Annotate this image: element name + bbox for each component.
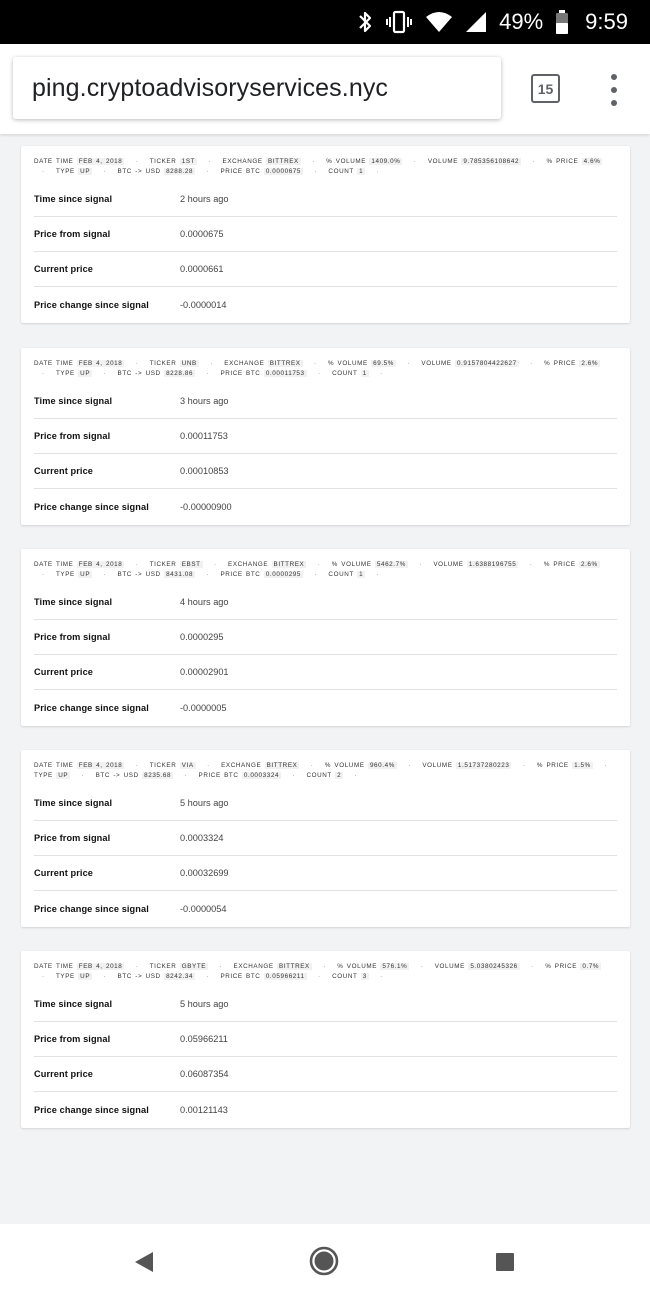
meta-label: % PRICE bbox=[543, 561, 576, 568]
meta-label: % PRICE bbox=[545, 963, 578, 970]
meta-item bbox=[96, 772, 174, 779]
row-value: 0.00010853 bbox=[180, 466, 229, 477]
meta-separator: · bbox=[42, 370, 45, 378]
meta-separator: · bbox=[531, 963, 534, 970]
meta-label: BTC -> USD bbox=[117, 168, 161, 176]
meta-separator: · bbox=[532, 158, 536, 165]
meta-item bbox=[428, 158, 521, 165]
meta-item bbox=[545, 963, 601, 970]
signal-icon bbox=[465, 11, 487, 33]
navigation-bar bbox=[0, 1224, 650, 1300]
battery-icon bbox=[555, 10, 569, 34]
meta-value: 8288.28 bbox=[166, 168, 194, 176]
meta-label: COUNT bbox=[332, 973, 358, 981]
meta-item bbox=[435, 963, 520, 970]
table-row bbox=[34, 384, 617, 419]
meta-separator: · bbox=[207, 762, 210, 769]
meta-separator: · bbox=[103, 168, 107, 176]
row-label: Current price bbox=[34, 264, 93, 275]
meta-label: TICKER bbox=[149, 561, 177, 568]
meta-value: UNB bbox=[181, 360, 197, 367]
meta-label: DATE TIME bbox=[34, 360, 74, 367]
row-value: 0.0000661 bbox=[180, 264, 224, 275]
row-label: Current price bbox=[34, 1069, 93, 1080]
row-value: 5 hours ago bbox=[180, 998, 229, 1009]
meta-separator: · bbox=[376, 168, 380, 176]
meta-value: 0.05966211 bbox=[265, 973, 305, 981]
row-label: Price from signal bbox=[34, 833, 111, 844]
row-value: -0.00000900 bbox=[180, 501, 232, 512]
meta-item bbox=[34, 561, 124, 568]
row-label: Time since signal bbox=[34, 193, 113, 204]
meta-separator: · bbox=[135, 963, 139, 970]
table-row bbox=[34, 1057, 617, 1092]
row-label: Price change since signal bbox=[34, 299, 149, 310]
meta-label: EXCHANGE bbox=[224, 360, 265, 367]
meta-separator: · bbox=[292, 772, 296, 780]
meta-value: BITTREX bbox=[269, 360, 301, 367]
meta-item bbox=[537, 762, 593, 769]
meta-label: VOLUME bbox=[421, 360, 452, 367]
meta-value: 1.6388196755 bbox=[468, 561, 517, 568]
meta-value: UP bbox=[80, 370, 91, 378]
meta-separator: · bbox=[407, 360, 411, 367]
meta-separator: · bbox=[42, 973, 45, 981]
meta-item bbox=[56, 571, 92, 578]
meta-value: 3 bbox=[362, 973, 367, 981]
meta-value: UP bbox=[80, 168, 91, 176]
tab-count: 15 bbox=[537, 80, 554, 97]
meta-item bbox=[150, 360, 199, 367]
meta-label: VOLUME bbox=[422, 762, 453, 769]
meta-item bbox=[223, 158, 301, 165]
meta-separator: · bbox=[413, 158, 417, 165]
meta-value: 1.51737280223 bbox=[457, 762, 510, 769]
meta-separator: · bbox=[213, 561, 217, 568]
meta-value: 4.6% bbox=[583, 158, 601, 165]
table-row bbox=[34, 419, 617, 454]
row-value: -0.0000005 bbox=[180, 702, 227, 713]
table-row bbox=[34, 287, 617, 322]
meta-label: COUNT bbox=[306, 772, 332, 780]
signal-list bbox=[0, 134, 650, 1224]
meta-item bbox=[421, 360, 518, 367]
url-text: ping.cryptoadvisoryservices.nyc bbox=[32, 73, 389, 102]
meta-label: % VOLUME bbox=[337, 963, 377, 970]
meta-item bbox=[220, 571, 303, 578]
meta-label: DATE TIME bbox=[34, 762, 74, 769]
signal-card bbox=[21, 951, 630, 1128]
meta-value: 960.4% bbox=[369, 762, 395, 769]
meta-item bbox=[337, 963, 409, 970]
row-label: Price change since signal bbox=[34, 702, 149, 713]
meta-item bbox=[234, 963, 312, 970]
meta-label: % PRICE bbox=[544, 360, 576, 367]
row-label: Current price bbox=[34, 667, 93, 678]
meta-value: 0.0000295 bbox=[265, 571, 301, 579]
meta-item bbox=[150, 561, 203, 568]
meta-label: DATE TIME bbox=[34, 158, 74, 165]
meta-item bbox=[118, 370, 196, 377]
row-value: 0.00002901 bbox=[180, 667, 229, 678]
meta-label: % VOLUME bbox=[324, 762, 365, 769]
meta-separator: · bbox=[318, 973, 321, 981]
meta-separator: · bbox=[210, 360, 213, 367]
meta-separator: · bbox=[419, 561, 422, 568]
table-row bbox=[34, 217, 617, 252]
meta-value: FEB 4, 2018 bbox=[78, 158, 123, 165]
clock: 9:59 bbox=[585, 9, 628, 34]
meta-separator: · bbox=[323, 963, 326, 970]
meta-label: VOLUME bbox=[427, 158, 459, 165]
meta-item bbox=[150, 762, 196, 769]
row-value: -0.0000054 bbox=[180, 903, 227, 914]
meta-label: BTC -> USD bbox=[95, 772, 139, 780]
row-value: 0.00121143 bbox=[180, 1104, 228, 1115]
meta-value: 0.7% bbox=[582, 963, 600, 970]
meta-value: FEB 4, 2018 bbox=[78, 561, 123, 568]
table-row bbox=[34, 1092, 617, 1127]
row-label: Time since signal bbox=[34, 797, 113, 808]
meta-value: 8431.08 bbox=[166, 571, 194, 579]
meta-label: TYPE bbox=[55, 973, 75, 981]
meta-separator: · bbox=[530, 360, 533, 367]
meta-value: BITTREX bbox=[279, 963, 310, 970]
row-label: Price change since signal bbox=[34, 501, 149, 512]
meta-value: FEB 4, 2018 bbox=[78, 963, 123, 970]
meta-separator: · bbox=[206, 571, 210, 579]
meta-item bbox=[306, 772, 343, 779]
table-row bbox=[34, 891, 617, 926]
meta-label: PRICE BTC bbox=[220, 370, 261, 378]
row-label: Time since signal bbox=[34, 596, 113, 607]
meta-item bbox=[328, 168, 365, 175]
meta-value: EBST bbox=[181, 561, 201, 568]
table-row bbox=[34, 182, 617, 217]
meta-item bbox=[325, 762, 397, 769]
meta-value: GBYTE bbox=[181, 963, 207, 970]
meta-label: % VOLUME bbox=[328, 360, 368, 367]
signal-card bbox=[21, 750, 630, 927]
meta-value: 8242.34 bbox=[166, 973, 194, 981]
meta-separator: · bbox=[103, 973, 107, 981]
meta-separator: · bbox=[42, 168, 45, 176]
signal-details-table bbox=[34, 786, 617, 927]
table-row bbox=[34, 489, 617, 524]
meta-label: TICKER bbox=[149, 762, 177, 769]
status-icons bbox=[357, 0, 628, 44]
meta-value: FEB 4, 2018 bbox=[78, 360, 123, 367]
meta-value: 9.785356108642 bbox=[463, 158, 520, 165]
meta-label: DATE TIME bbox=[34, 561, 74, 568]
meta-value: 69.5% bbox=[373, 360, 394, 367]
row-label: Price change since signal bbox=[34, 1104, 149, 1115]
table-row bbox=[34, 655, 617, 690]
meta-value: UP bbox=[80, 973, 91, 981]
meta-separator: · bbox=[604, 762, 607, 769]
row-value: 4 hours ago bbox=[180, 596, 229, 607]
table-row bbox=[34, 987, 617, 1022]
meta-separator: · bbox=[42, 571, 45, 579]
bluetooth-icon bbox=[357, 10, 373, 34]
meta-separator: · bbox=[135, 561, 139, 568]
status-bar bbox=[0, 0, 650, 44]
meta-separator: · bbox=[354, 772, 358, 780]
row-label: Time since signal bbox=[34, 395, 113, 406]
meta-label: DATE TIME bbox=[34, 963, 74, 970]
meta-value: BITTREX bbox=[273, 561, 305, 568]
table-row bbox=[34, 690, 617, 725]
signal-card bbox=[21, 348, 630, 525]
browser-toolbar bbox=[0, 44, 650, 134]
row-value: 3 hours ago bbox=[180, 395, 229, 406]
meta-item bbox=[118, 168, 196, 175]
row-value: 0.06087354 bbox=[180, 1069, 229, 1080]
signal-details-table bbox=[34, 585, 617, 726]
meta-separator: · bbox=[206, 370, 210, 378]
meta-item bbox=[328, 360, 396, 367]
meta-separator: · bbox=[408, 762, 411, 769]
meta-item bbox=[544, 561, 600, 568]
meta-label: TICKER bbox=[149, 158, 177, 165]
meta-item bbox=[56, 370, 92, 377]
signal-meta bbox=[34, 962, 617, 983]
meta-separator: · bbox=[219, 963, 223, 970]
meta-value: 8235.68 bbox=[144, 772, 172, 780]
table-row bbox=[34, 252, 617, 287]
meta-separator: · bbox=[380, 973, 383, 981]
meta-value: UP bbox=[58, 772, 69, 780]
meta-value: 1 bbox=[359, 168, 364, 176]
meta-item bbox=[199, 772, 282, 779]
meta-item bbox=[326, 158, 402, 165]
meta-separator: · bbox=[103, 571, 107, 579]
row-label: Current price bbox=[34, 868, 93, 879]
meta-value: 2.6% bbox=[581, 360, 599, 367]
meta-separator: · bbox=[314, 571, 318, 579]
back-icon[interactable] bbox=[134, 1251, 154, 1278]
signal-details-table bbox=[34, 987, 617, 1128]
meta-item bbox=[118, 571, 196, 578]
row-value: -0.0000014 bbox=[180, 299, 227, 310]
meta-value: BITTREX bbox=[268, 158, 299, 165]
row-value: 0.0003324 bbox=[180, 833, 224, 844]
meta-item bbox=[228, 561, 306, 568]
meta-item bbox=[220, 973, 306, 980]
meta-item bbox=[34, 963, 124, 970]
meta-separator: · bbox=[313, 360, 317, 367]
meta-label: VOLUME bbox=[433, 561, 464, 568]
table-row bbox=[34, 454, 617, 489]
meta-item bbox=[34, 158, 124, 165]
signal-meta bbox=[34, 157, 617, 178]
meta-value: 1409.0% bbox=[371, 158, 401, 165]
table-row bbox=[34, 585, 617, 620]
meta-label: TYPE bbox=[55, 168, 75, 176]
row-value: 0.05966211 bbox=[180, 1034, 228, 1045]
signal-meta bbox=[34, 560, 617, 581]
meta-item bbox=[422, 762, 511, 769]
row-label: Price from signal bbox=[34, 431, 111, 442]
meta-item bbox=[332, 561, 408, 568]
meta-item bbox=[56, 973, 92, 980]
meta-item bbox=[221, 762, 299, 769]
meta-value: 2.6% bbox=[580, 561, 598, 568]
row-label: Price from signal bbox=[34, 632, 111, 643]
meta-item bbox=[224, 360, 302, 367]
signal-meta bbox=[34, 359, 617, 380]
signal-details-table bbox=[34, 182, 617, 323]
meta-value: VIA bbox=[181, 762, 194, 769]
meta-separator: · bbox=[522, 762, 526, 769]
vibrate-icon bbox=[385, 10, 413, 34]
meta-label: PRICE BTC bbox=[220, 168, 261, 176]
meta-value: 1.5% bbox=[574, 762, 591, 769]
meta-separator: · bbox=[135, 158, 139, 165]
meta-label: TYPE bbox=[34, 772, 53, 780]
meta-value: 0.9157804422627 bbox=[456, 360, 517, 367]
meta-separator: · bbox=[312, 158, 315, 165]
meta-label: PRICE BTC bbox=[198, 772, 239, 780]
meta-separator: · bbox=[135, 762, 139, 769]
meta-value: UP bbox=[80, 571, 91, 579]
meta-label: COUNT bbox=[328, 168, 354, 176]
more-vert-icon[interactable] bbox=[600, 74, 628, 106]
meta-label: TYPE bbox=[55, 571, 75, 579]
signal-meta bbox=[34, 761, 617, 782]
meta-value: 1ST bbox=[181, 158, 196, 165]
meta-separator: · bbox=[206, 168, 210, 176]
meta-item bbox=[118, 973, 196, 980]
meta-value: 5.0380245326 bbox=[470, 963, 518, 970]
meta-item bbox=[34, 762, 124, 769]
signal-card bbox=[21, 146, 630, 323]
row-value: 5 hours ago bbox=[180, 797, 229, 808]
recents-icon[interactable] bbox=[496, 1253, 514, 1271]
meta-value: 2 bbox=[337, 772, 342, 780]
meta-label: BTC -> USD bbox=[117, 973, 161, 981]
meta-value: 1 bbox=[359, 571, 364, 579]
meta-label: TICKER bbox=[149, 360, 177, 367]
meta-item bbox=[433, 561, 518, 568]
row-value: 2 hours ago bbox=[180, 193, 229, 204]
meta-label: BTC -> USD bbox=[117, 370, 161, 378]
row-value: 0.00032699 bbox=[180, 868, 229, 879]
meta-item bbox=[328, 571, 365, 578]
meta-label: BTC -> USD bbox=[117, 571, 161, 579]
meta-separator: · bbox=[103, 370, 107, 378]
row-label: Price from signal bbox=[34, 229, 111, 240]
meta-label: VOLUME bbox=[434, 963, 465, 970]
meta-label: EXCHANGE bbox=[233, 963, 274, 970]
meta-separator: · bbox=[208, 158, 212, 165]
meta-separator: · bbox=[317, 561, 321, 568]
meta-item bbox=[547, 158, 603, 165]
meta-label: COUNT bbox=[332, 370, 358, 378]
row-value: 0.0000295 bbox=[180, 632, 224, 643]
table-row bbox=[34, 821, 617, 856]
wifi-icon bbox=[425, 11, 453, 33]
meta-label: % VOLUME bbox=[326, 158, 366, 165]
meta-value: 1 bbox=[362, 370, 367, 378]
meta-value: 0.00011753 bbox=[265, 370, 305, 378]
meta-separator: · bbox=[310, 762, 314, 769]
meta-value: BITTREX bbox=[266, 762, 298, 769]
meta-separator: · bbox=[184, 772, 188, 780]
meta-separator: · bbox=[420, 963, 424, 970]
row-label: Current price bbox=[34, 466, 93, 477]
meta-label: COUNT bbox=[328, 571, 354, 579]
row-label: Price change since signal bbox=[34, 903, 149, 914]
row-label: Price from signal bbox=[34, 1034, 111, 1045]
table-row bbox=[34, 786, 617, 821]
table-row bbox=[34, 856, 617, 891]
meta-label: PRICE BTC bbox=[220, 571, 261, 579]
table-row bbox=[34, 1022, 617, 1057]
home-icon[interactable] bbox=[309, 1246, 339, 1281]
table-row bbox=[34, 620, 617, 655]
meta-value: 0.0003324 bbox=[243, 772, 280, 780]
meta-separator: · bbox=[318, 370, 321, 378]
meta-label: % VOLUME bbox=[331, 561, 372, 568]
meta-item bbox=[544, 360, 600, 367]
meta-value: FEB 4, 2018 bbox=[78, 762, 123, 769]
meta-separator: · bbox=[314, 168, 318, 176]
meta-label: EXCHANGE bbox=[221, 762, 262, 769]
meta-value: 0.0000675 bbox=[265, 168, 301, 176]
meta-label: EXCHANGE bbox=[228, 561, 269, 568]
meta-item bbox=[332, 973, 369, 980]
meta-label: PRICE BTC bbox=[220, 973, 261, 981]
meta-separator: · bbox=[376, 571, 380, 579]
url-bar[interactable] bbox=[13, 57, 501, 119]
meta-separator: · bbox=[529, 561, 533, 568]
row-value: 0.0000675 bbox=[180, 229, 224, 240]
meta-label: TYPE bbox=[55, 370, 75, 378]
signal-details-table bbox=[34, 384, 617, 525]
meta-label: TICKER bbox=[149, 963, 177, 970]
meta-value: 8228.86 bbox=[166, 370, 194, 378]
meta-item bbox=[220, 370, 306, 377]
row-value: 0.00011753 bbox=[180, 431, 228, 442]
meta-label: EXCHANGE bbox=[222, 158, 263, 165]
meta-item bbox=[150, 963, 208, 970]
meta-value: 5462.7% bbox=[376, 561, 406, 568]
tab-switcher-button[interactable] bbox=[531, 74, 560, 103]
meta-item bbox=[150, 158, 197, 165]
meta-label: % PRICE bbox=[546, 158, 579, 165]
meta-separator: · bbox=[380, 370, 383, 378]
signal-card bbox=[21, 549, 630, 726]
meta-item bbox=[220, 168, 303, 175]
meta-separator: · bbox=[135, 360, 139, 367]
meta-value: 576.1% bbox=[382, 963, 408, 970]
meta-label: % PRICE bbox=[536, 762, 569, 769]
meta-separator: · bbox=[206, 973, 210, 981]
battery-percent: 49% bbox=[499, 9, 544, 34]
meta-item bbox=[34, 772, 70, 779]
meta-separator: · bbox=[81, 772, 85, 780]
row-label: Time since signal bbox=[34, 998, 113, 1009]
meta-item bbox=[34, 360, 124, 367]
meta-item bbox=[332, 370, 369, 377]
meta-item bbox=[56, 168, 92, 175]
